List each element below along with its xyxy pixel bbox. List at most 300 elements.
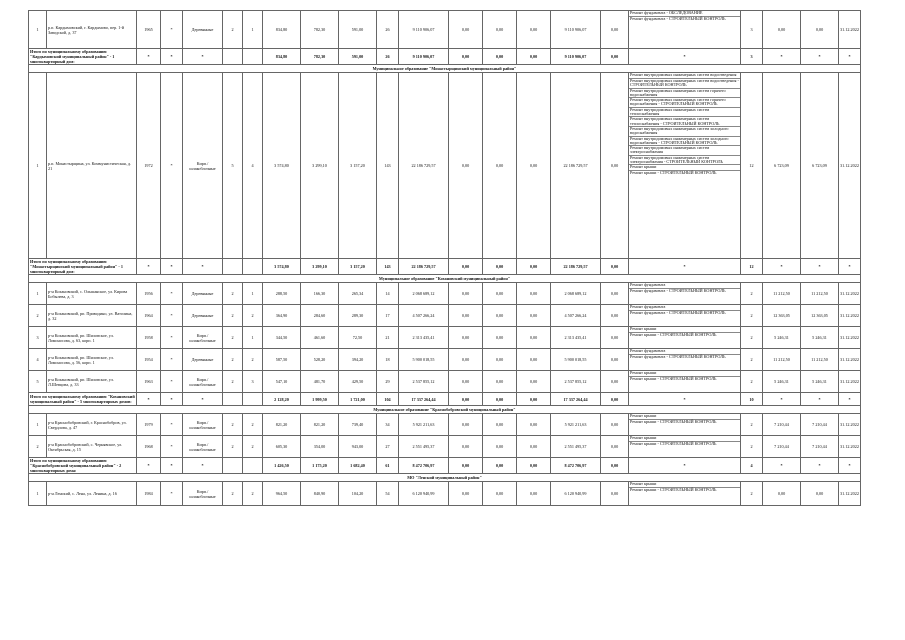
funding-f2: 0,00 — [483, 11, 517, 49]
residents-count: 143 — [377, 73, 399, 259]
build-year: 1984 — [137, 482, 161, 506]
other-funding: 0,00 — [601, 414, 629, 436]
building-address: р.п. Кардымовский, г. Кардымово, пер. 1-й Заводской, д. 37 — [47, 11, 137, 49]
max-unit-cost: 6 723,09 — [801, 73, 839, 259]
total-w: * — [629, 458, 741, 474]
building-row — [29, 305, 861, 327]
total-title: Итого по муниципальному образованию "Монастырщинский муниципальный район" - 1 многоквартирный дом: — [29, 259, 137, 275]
residents-count: 18 — [377, 349, 399, 371]
total-c4: * — [839, 259, 861, 275]
entrances-count: 2 — [243, 414, 263, 436]
unit-cost: 0,00 — [763, 482, 801, 506]
total-a1: 834,80 — [263, 49, 301, 65]
deadline-date: 31.12.2022 — [839, 305, 861, 327]
total-placeholder: * — [137, 458, 161, 474]
entrances-count: 2 — [243, 349, 263, 371]
entrances-count: 2 — [243, 305, 263, 327]
building-row — [29, 436, 861, 458]
build-year: 1965 — [137, 11, 161, 49]
total-f2: 0,00 — [483, 393, 517, 406]
residents-count: 17 — [377, 305, 399, 327]
fund-cost: 2 551 495,37 — [551, 436, 601, 458]
fund-cost: 4 507 266,24 — [551, 305, 601, 327]
works-count: 12 — [741, 73, 763, 259]
building-row — [29, 283, 861, 305]
row-number: 1 — [29, 414, 47, 436]
commission-year: * — [161, 371, 183, 393]
work-item: Ремонт фундамента - СТРОИТЕЛЬНЫЙ КОНТРОЛЬ — [630, 288, 726, 293]
funding-f3: 0,00 — [517, 436, 551, 458]
area-a1: 288,50 — [263, 283, 301, 305]
entrances-count: 1 — [243, 11, 263, 49]
funding-f1: 0,00 — [449, 482, 483, 506]
work-item: Ремонт внутридомовых инженерных систем электроснабжения - СТРОИТЕЛЬНЫЙ КОНТРОЛЬ — [629, 156, 740, 166]
total-placeholder: * — [161, 49, 183, 65]
total-f1: 0,00 — [449, 393, 483, 406]
unit-cost: 11 212,50 — [763, 283, 801, 305]
total-z: 0,00 — [601, 458, 629, 474]
total-c1: 10 — [741, 393, 763, 406]
unit-cost: 5 246,31 — [763, 327, 801, 349]
works-count: 2 — [741, 305, 763, 327]
unit-cost: 12 363,05 — [763, 305, 801, 327]
funding-f2: 0,00 — [483, 436, 517, 458]
deadline-date: 31.12.2022 — [839, 482, 861, 506]
total-cost: 22 186 729,57 — [399, 73, 449, 259]
total-placeholder: * — [161, 458, 183, 474]
fund-cost: 6 120 940,99 — [551, 482, 601, 506]
wall-material: Кирп./ шлакоблочные — [183, 414, 223, 436]
area-a2: 821,20 — [301, 414, 339, 436]
commission-year: * — [161, 283, 183, 305]
building-address: р-н Краснобобровский, с. Чернявское, ул. Октябрьская, д. 15 — [47, 436, 137, 458]
area-a1: 834,80 — [263, 11, 301, 49]
total-c1: 4 — [741, 458, 763, 474]
wall-material: Кирп./ шлакоблочные — [183, 73, 223, 259]
funding-f2: 0,00 — [483, 73, 517, 259]
total-c2: * — [763, 393, 801, 406]
work-item: Ремонт фундамента - СТРОИТЕЛЬНЫЙ КОНТРОЛЬ — [630, 354, 726, 359]
building-row — [29, 73, 861, 259]
residents-count: 26 — [377, 11, 399, 49]
funding-f3: 0,00 — [517, 482, 551, 506]
deadline-date: 31.12.2022 — [839, 11, 861, 49]
unit-cost: 6 723,09 — [763, 73, 801, 259]
fund-cost: 2 068 689,12 — [551, 283, 601, 305]
area-a3: 289,30 — [339, 305, 377, 327]
total-cost: 9 110 906,07 — [399, 11, 449, 49]
municipality-header-row — [29, 474, 861, 482]
building-row — [29, 482, 861, 506]
area-a3: 943,00 — [339, 436, 377, 458]
building-address: р-н Краснобобровский, г. Краснобобров, ул. Свердлова, д. 47 — [47, 414, 137, 436]
municipality-header-row — [29, 406, 861, 414]
entrances-count: 4 — [243, 73, 263, 259]
entrances-count: 3 — [243, 371, 263, 393]
area-a2: 481,70 — [301, 371, 339, 393]
build-year: 1963 — [137, 371, 161, 393]
area-a2: 3 299,10 — [301, 73, 339, 259]
total-placeholder: * — [183, 259, 223, 275]
total-a2: 1 175,20 — [301, 458, 339, 474]
work-item: Ремонт крыши - СТРОИТЕЛЬНЫЙ КОНТРОЛЬ — [630, 332, 717, 337]
funding-f1: 0,00 — [449, 327, 483, 349]
entrances-count: 1 — [243, 283, 263, 305]
total-row — [29, 458, 861, 474]
row-number: 1 — [29, 482, 47, 506]
total-f3: 0,00 — [517, 49, 551, 65]
fund-cost: 9 110 906,07 — [551, 11, 601, 49]
max-unit-cost: 0,00 — [801, 11, 839, 49]
commission-year: * — [161, 305, 183, 327]
building-address: р-н Кохановский, рп. Шиловское, ул. Ломоносова, д. 56, корп. 1 — [47, 349, 137, 371]
works-count: 3 — [741, 11, 763, 49]
work-item: Ремонт крыши — [629, 327, 740, 333]
area-a3: 265,34 — [339, 283, 377, 305]
total-cost: 2 537 855,12 — [399, 371, 449, 393]
total-res: 104 — [377, 393, 399, 406]
building-row — [29, 327, 861, 349]
area-a2: 354,00 — [301, 436, 339, 458]
total-z: 0,00 — [601, 393, 629, 406]
other-funding: 0,00 — [601, 327, 629, 349]
total-cost: 5 900 018,55 — [399, 349, 449, 371]
municipality-title: Муниципальное образование "Монастырщинский муниципальный район" — [29, 65, 861, 73]
building-address: р.п. Монастырщина, ул. Коммунистическая, д. 21 — [47, 73, 137, 259]
total-placeholder: * — [183, 393, 223, 406]
unit-cost: 11 212,50 — [763, 349, 801, 371]
area-a3: 591,00 — [339, 11, 377, 49]
row-number: 1 — [29, 73, 47, 259]
total-z: 0,00 — [601, 259, 629, 275]
unit-cost: 5 246,31 — [763, 371, 801, 393]
other-funding: 0,00 — [601, 482, 629, 506]
funding-f1: 0,00 — [449, 349, 483, 371]
max-unit-cost: 5 246,31 — [801, 327, 839, 349]
floors-count: 2 — [223, 436, 243, 458]
area-a3: 429,50 — [339, 371, 377, 393]
total-a3: 3 157,20 — [339, 259, 377, 275]
build-year: 1954 — [137, 349, 161, 371]
building-row — [29, 371, 861, 393]
deadline-date: 31.12.2022 — [839, 436, 861, 458]
total-sum: 9 110 906,07 — [399, 49, 449, 65]
funding-f3: 0,00 — [517, 349, 551, 371]
work-item: Ремонт фундамента — [629, 283, 740, 289]
commission-year: * — [161, 349, 183, 371]
funding-f3: 0,00 — [517, 371, 551, 393]
max-unit-cost: 11 212,50 — [801, 349, 839, 371]
total-f3: 0,00 — [517, 259, 551, 275]
total-res: 61 — [377, 458, 399, 474]
total-placeholder: * — [183, 458, 223, 474]
total-f2: 0,00 — [483, 49, 517, 65]
work-item: Ремонт внутридомовых инженерных систем горячего водоснабжения — [629, 89, 740, 99]
entrances-count: 2 — [243, 436, 263, 458]
floors-count: 2 — [223, 327, 243, 349]
total-placeholder: * — [161, 259, 183, 275]
deadline-date: 31.12.2022 — [839, 349, 861, 371]
area-a2: 782,30 — [301, 11, 339, 49]
total-c2: * — [763, 49, 801, 65]
total-fund: 17 337 264,44 — [551, 393, 601, 406]
works-count: 2 — [741, 482, 763, 506]
total-a1: 2 128,20 — [263, 393, 301, 406]
total-c2: * — [763, 458, 801, 474]
total-empty — [243, 458, 263, 474]
funding-f2: 0,00 — [483, 414, 517, 436]
work-item: Ремонт внутридомовых инженерных систем водоотведения - СТРОИТЕЛЬНЫЙ КОНТРОЛЬ — [630, 78, 739, 88]
build-year: 1958 — [137, 327, 161, 349]
total-a3: 1 682,40 — [339, 458, 377, 474]
work-item: Ремонт внутридомовых инженерных систем электроснабжения — [629, 146, 740, 156]
max-unit-cost: 5 246,31 — [801, 371, 839, 393]
total-z: 0,00 — [601, 49, 629, 65]
funding-f3: 0,00 — [517, 73, 551, 259]
total-cost: 5 921 211,63 — [399, 414, 449, 436]
total-empty — [223, 259, 243, 275]
municipality-header-row — [29, 275, 861, 283]
total-c4: * — [839, 49, 861, 65]
area-a2: 166,30 — [301, 283, 339, 305]
total-c3: * — [801, 393, 839, 406]
unit-cost: 7 210,44 — [763, 414, 801, 436]
work-item: Ремонт крыши - СТРОИТЕЛЬНЫЙ КОНТРОЛЬ — [630, 441, 717, 446]
works-list — [629, 349, 741, 371]
area-a1: 964,50 — [263, 482, 301, 506]
total-res: 26 — [377, 49, 399, 65]
funding-f3: 0,00 — [517, 283, 551, 305]
work-item: Ремонт крыши - СТРОИТЕЛЬНЫЙ КОНТРОЛЬ — [630, 376, 717, 381]
total-a2: 782,30 — [301, 49, 339, 65]
total-empty — [243, 393, 263, 406]
deadline-date: 31.12.2022 — [839, 371, 861, 393]
deadline-date: 31.12.2022 — [839, 73, 861, 259]
area-a1: 364,90 — [263, 305, 301, 327]
wall-material: Деревянные — [183, 349, 223, 371]
row-number: 4 — [29, 349, 47, 371]
building-address: р-н Кохановский, рп. Шиловское, ул. Ломоносова, д. 63, корп. 1 — [47, 327, 137, 349]
fund-cost: 5 900 018,55 — [551, 349, 601, 371]
area-a2: 528,20 — [301, 349, 339, 371]
wall-material: Деревянные — [183, 305, 223, 327]
fund-cost: 5 921 211,63 — [551, 414, 601, 436]
works-list — [629, 305, 741, 327]
works-count: 2 — [741, 436, 763, 458]
funding-f3: 0,00 — [517, 327, 551, 349]
work-item: Ремонт крыши - СТРОИТЕЛЬНЫЙ КОНТРОЛЬ — [630, 419, 717, 424]
total-c3: * — [801, 49, 839, 65]
funding-f3: 0,00 — [517, 305, 551, 327]
max-unit-cost: 7 210,44 — [801, 414, 839, 436]
residents-count: 21 — [377, 327, 399, 349]
total-empty — [243, 49, 263, 65]
building-row — [29, 414, 861, 436]
funding-f1: 0,00 — [449, 283, 483, 305]
total-cost: 4 507 266,24 — [399, 305, 449, 327]
total-empty — [223, 393, 243, 406]
area-a3: 739,40 — [339, 414, 377, 436]
works-count: 2 — [741, 327, 763, 349]
total-a1: 1 426,50 — [263, 458, 301, 474]
total-sum: 17 337 264,44 — [399, 393, 449, 406]
residents-count: 27 — [377, 436, 399, 458]
area-a3: 104,20 — [339, 482, 377, 506]
floors-count: 2 — [223, 349, 243, 371]
works-list — [629, 283, 741, 305]
document-sheet — [28, 10, 860, 506]
works-count: 2 — [741, 349, 763, 371]
fund-cost: 22 186 729,57 — [551, 73, 601, 259]
total-a3: 591,00 — [339, 49, 377, 65]
residents-count: 54 — [377, 482, 399, 506]
total-row — [29, 393, 861, 406]
works-list — [629, 414, 741, 436]
area-a1: 3 574,80 — [263, 73, 301, 259]
funding-f2: 0,00 — [483, 327, 517, 349]
build-year: 1956 — [137, 283, 161, 305]
other-funding: 0,00 — [601, 305, 629, 327]
total-res: 143 — [377, 259, 399, 275]
area-a1: 821,20 — [263, 414, 301, 436]
row-number: 3 — [29, 327, 47, 349]
row-number: 1 — [29, 283, 47, 305]
works-count: 2 — [741, 414, 763, 436]
total-cost: 2 551 495,37 — [399, 436, 449, 458]
work-item: Ремонт фундамента - СТРОИТЕЛЬНЫЙ КОНТРОЛЬ — [630, 310, 726, 315]
total-placeholder: * — [161, 393, 183, 406]
funding-f1: 0,00 — [449, 11, 483, 49]
area-a3: 394,20 — [339, 349, 377, 371]
wall-material: Кирп./ шлакоблочные — [183, 327, 223, 349]
works-count: 2 — [741, 283, 763, 305]
area-a1: 605,30 — [263, 436, 301, 458]
row-number: 2 — [29, 305, 47, 327]
municipality-title: Муниципальное образование "Кохановский муниципальный район" — [29, 275, 861, 283]
area-a3: 72,50 — [339, 327, 377, 349]
wall-material: Деревянные — [183, 283, 223, 305]
funding-f2: 0,00 — [483, 482, 517, 506]
work-item: Ремонт крыши — [629, 414, 740, 420]
funding-f1: 0,00 — [449, 305, 483, 327]
commission-year: * — [161, 414, 183, 436]
works-list — [629, 371, 741, 393]
row-number: 1 — [29, 11, 47, 49]
total-fund: 9 110 906,07 — [551, 49, 601, 65]
work-item: Ремонт внутридомовых инженерных систем холодного водоснабжения — [629, 127, 740, 137]
total-w: * — [629, 49, 741, 65]
max-unit-cost: 7 210,44 — [801, 436, 839, 458]
total-placeholder: * — [183, 49, 223, 65]
total-a2: 1 999,50 — [301, 393, 339, 406]
funding-f1: 0,00 — [449, 414, 483, 436]
residents-count: 34 — [377, 414, 399, 436]
total-title: Итого по муниципальному образованию "Кардымовский муниципальный район" - 1 многоквартирный дом: — [29, 49, 137, 65]
total-c4: * — [839, 393, 861, 406]
commission-year: * — [161, 436, 183, 458]
floors-count: 2 — [223, 305, 243, 327]
work-item: Ремонт фундамента — [629, 349, 740, 355]
row-number: 5 — [29, 371, 47, 393]
total-fund: 8 472 706,97 — [551, 458, 601, 474]
entrances-count: 1 — [243, 327, 263, 349]
funding-f1: 0,00 — [449, 436, 483, 458]
total-f3: 0,00 — [517, 393, 551, 406]
funding-f2: 0,00 — [483, 283, 517, 305]
other-funding: 0,00 — [601, 73, 629, 259]
total-w: * — [629, 259, 741, 275]
other-funding: 0,00 — [601, 436, 629, 458]
fund-cost: 2 537 855,12 — [551, 371, 601, 393]
other-funding: 0,00 — [601, 11, 629, 49]
build-year: 1979 — [137, 414, 161, 436]
funding-f1: 0,00 — [449, 371, 483, 393]
max-unit-cost: 11 212,50 — [801, 283, 839, 305]
total-empty — [223, 458, 243, 474]
other-funding: 0,00 — [601, 371, 629, 393]
total-cost: 2 068 689,12 — [399, 283, 449, 305]
max-unit-cost: 0,00 — [801, 482, 839, 506]
municipality-header-row — [29, 65, 861, 73]
build-year: 1964 — [137, 305, 161, 327]
work-item: Ремонт фундамента - ОБСЛЕДОВАНИЕ — [629, 11, 740, 17]
municipality-title: Муниципальное образование "Краснобобровский муниципальный район" — [29, 406, 861, 414]
total-c1: 12 — [741, 259, 763, 275]
area-a2: 840,90 — [301, 482, 339, 506]
total-f1: 0,00 — [449, 49, 483, 65]
total-cost: 2 313 435,41 — [399, 327, 449, 349]
wall-material: Кирп./ шлакоблочные — [183, 371, 223, 393]
work-item: Ремонт крыши - СТРОИТЕЛЬНЫЙ КОНТРОЛЬ — [630, 170, 717, 176]
fund-cost: 2 313 435,41 — [551, 327, 601, 349]
area-a1: 587,50 — [263, 349, 301, 371]
deadline-date: 31.12.2022 — [839, 414, 861, 436]
area-a1: 344,50 — [263, 327, 301, 349]
work-item: Ремонт внутридомовых инженерных систем теплоснабжения — [629, 108, 740, 118]
total-empty — [223, 49, 243, 65]
floors-count: 2 — [223, 11, 243, 49]
municipality-title: МО "Ленский муниципальный район" — [29, 474, 861, 482]
total-placeholder: * — [137, 49, 161, 65]
residents-count: 14 — [377, 283, 399, 305]
floors-count: 2 — [223, 283, 243, 305]
work-item: Ремонт внутридомовых инженерных систем холодного водоснабжения - СТРОИТЕЛЬНЫЙ КОНТРОЛЬ — [629, 137, 740, 147]
funding-f2: 0,00 — [483, 349, 517, 371]
total-empty — [243, 259, 263, 275]
total-sum: 8 472 706,97 — [399, 458, 449, 474]
work-item: Ремонт фундамента - СТРОИТЕЛЬНЫЙ КОНТРОЛЬ — [630, 16, 726, 21]
work-item: Ремонт фундамента — [629, 305, 740, 311]
area-a2: 284,60 — [301, 305, 339, 327]
building-address: р-н Кохановский, с. Ольшанское, ул. Кирова Бобылева, д. 3 — [47, 283, 137, 305]
total-a3: 1 721,00 — [339, 393, 377, 406]
other-funding: 0,00 — [601, 283, 629, 305]
total-f3: 0,00 — [517, 458, 551, 474]
work-item: Ремонт внутридомовых инженерных систем теплоснабжения - СТРОИТЕЛЬНЫЙ КОНТРОЛЬ — [629, 117, 740, 127]
total-c2: * — [763, 259, 801, 275]
row-number: 2 — [29, 436, 47, 458]
building-row — [29, 349, 861, 371]
max-unit-cost: 12 363,05 — [801, 305, 839, 327]
build-year: 1968 — [137, 436, 161, 458]
area-a2: 461,60 — [301, 327, 339, 349]
total-c1: 3 — [741, 49, 763, 65]
total-f1: 0,00 — [449, 259, 483, 275]
work-item: Ремонт крыши — [629, 436, 740, 442]
floors-count: 5 — [223, 73, 243, 259]
funding-f1: 0,00 — [449, 73, 483, 259]
area-a3: 3 157,20 — [339, 73, 377, 259]
